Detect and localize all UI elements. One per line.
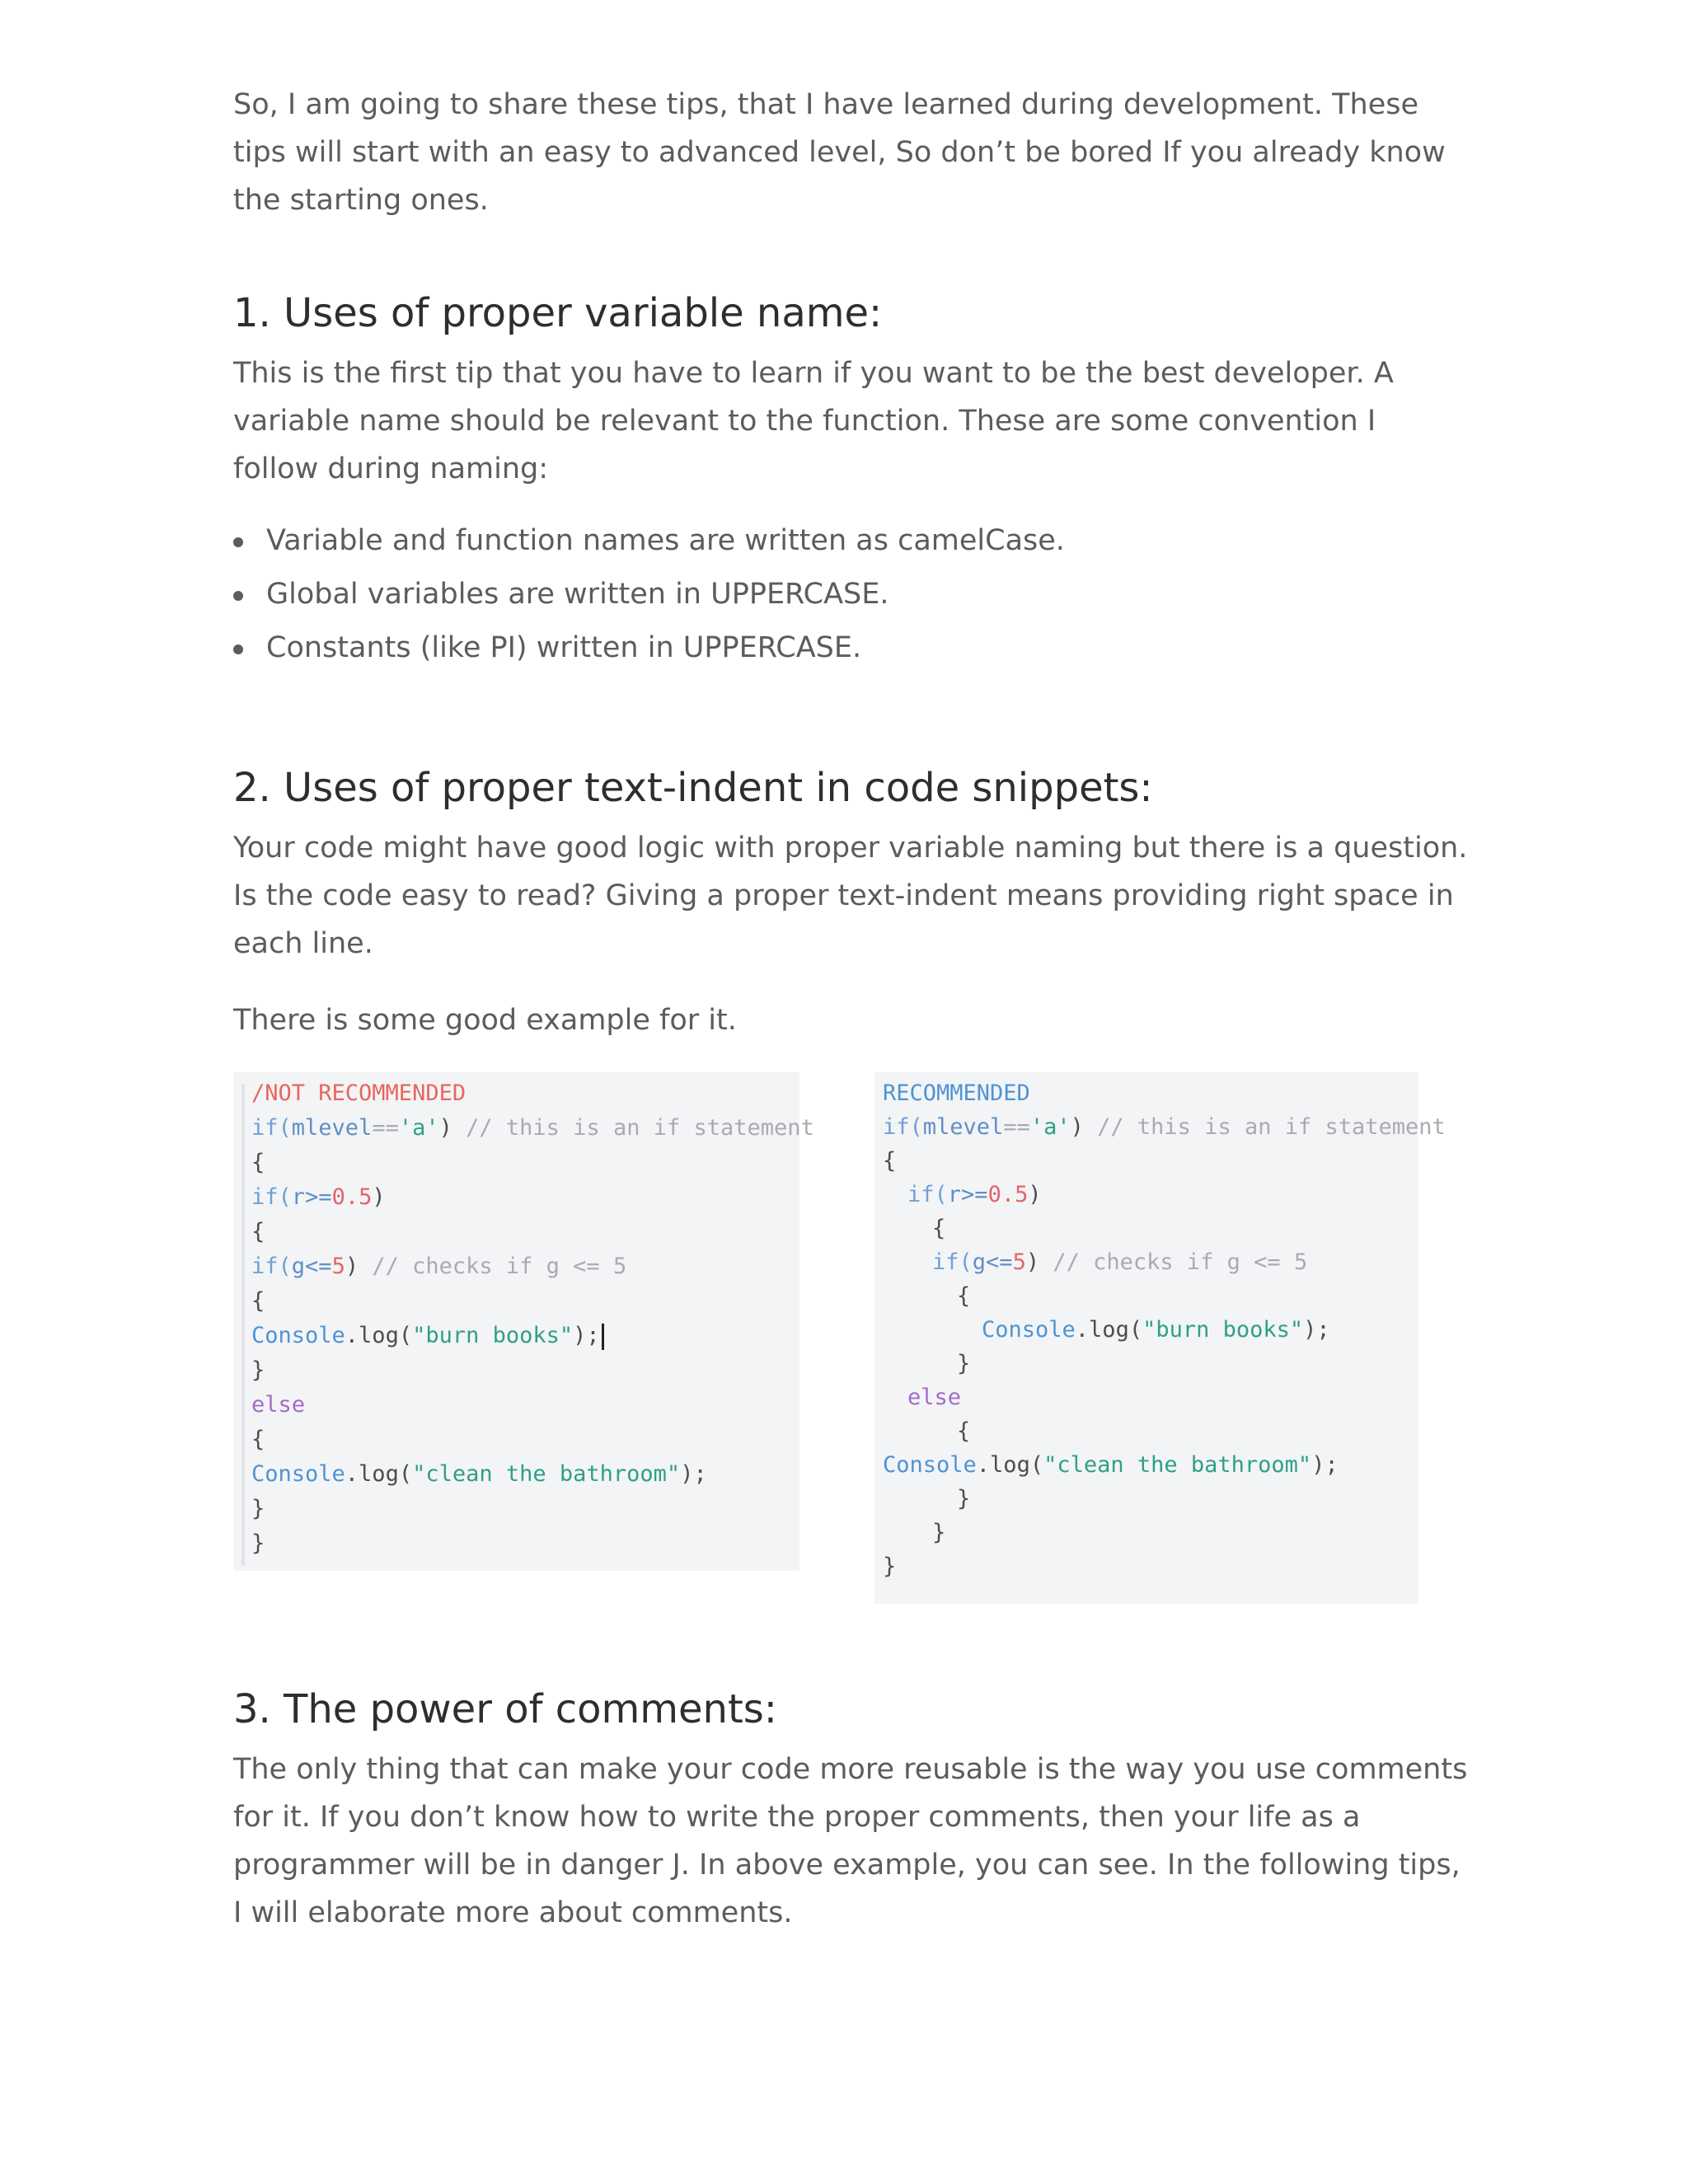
section-1-heading: 1. Uses of proper variable name: [233,290,883,336]
code-gutter [241,1084,245,1566]
code-examples [233,1072,1470,1604]
example-intro: There is some good example for it. [233,1004,737,1037]
naming-conventions-list [233,514,1470,675]
section-2-heading: 2. Uses of proper text-indent in code snippets: [233,765,1153,811]
code-snippet-not-recommended: /NOT RECOMMENDED if(mlevel=='a') // this is an if statement { if(r>=0.5) { if(g<=5) // checks if g <= 5 { Console.log("burn books"); } else { Console.log("clean the bathroom"); } } [233,1072,799,1571]
article [233,81,1470,1937]
section-1-paragraph: This is the first tip that you have to learn if you want to be the best developer. A variable name should be relevant to the function. These are some convention I follow during naming: [233,357,1394,485]
code-snippet-recommended: RECOMMENDED if(mlevel=='a') // this is an if statement { if(r>=0.5) { if(g<=5) // checks if g <= 5 { Console.log("burn books"); } else { Console.log("clean the bathroom"); } } } [874,1072,1418,1604]
section-2-paragraph: Your code might have good logic with proper variable naming but there is a question. Is the code easy to read? Giving a proper text-indent means providing right space in each line. [233,832,1468,960]
section-3-paragraph: The only thing that can make your code more reusable is the way you use comments for it. If you don’t know how to write the proper comments, then your life as a programmer will be in danger J. In above example, you can see. In the following tips, I will elaborate more about comments. [233,1753,1468,1929]
text-cursor [602,1324,604,1350]
bullet-icon [233,591,243,601]
section-3-heading: 3. The power of comments: [233,1686,777,1732]
intro-paragraph: So, I am going to share these tips, that I have learned during development. These tips will start with an easy to advanced level, So don’t be bored If you already know the starting ones. [233,88,1446,217]
list-item: Global variables are written in UPPERCASE. [233,568,1470,621]
list-item: Constants (like PI) written in UPPERCASE. [233,621,1470,675]
bullet-icon [233,644,243,654]
list-item: Variable and function names are written as camelCase. [233,514,1470,568]
bullet-icon [233,537,243,547]
code-label: /NOT RECOMMENDED [251,1080,467,1106]
code-label: RECOMMENDED [883,1080,1030,1106]
